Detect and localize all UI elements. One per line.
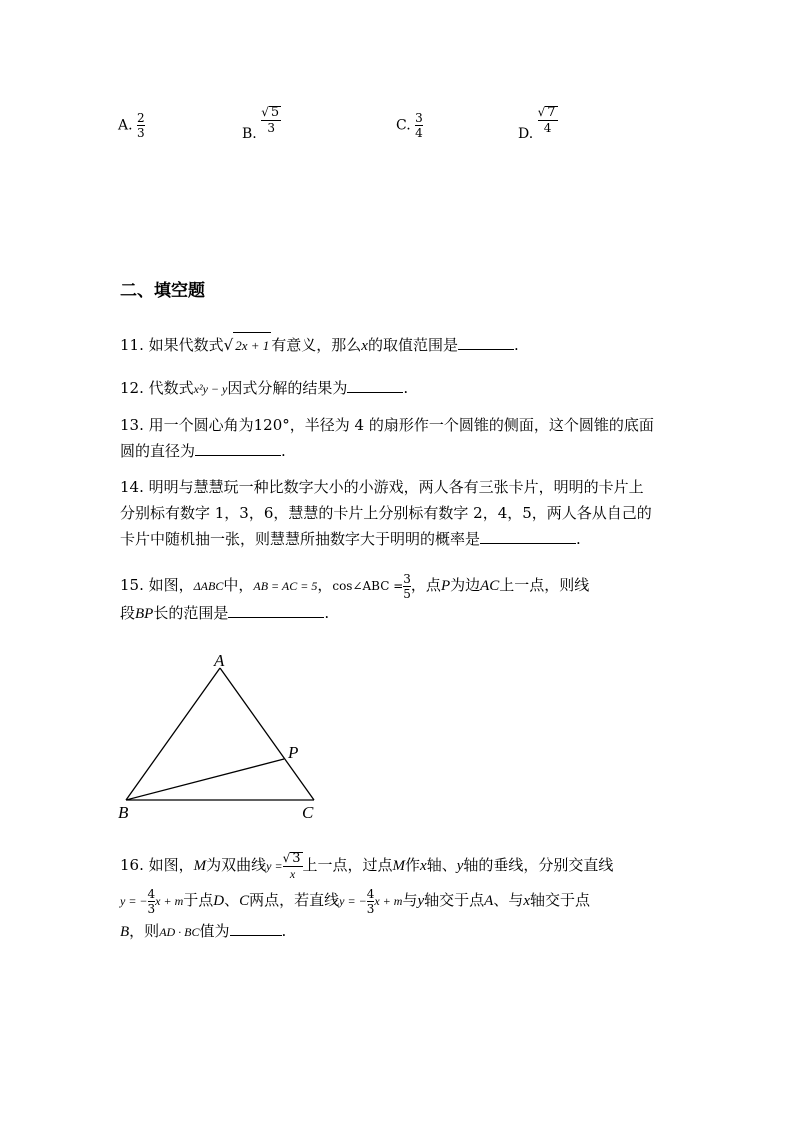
text: 16. 如图，	[120, 856, 194, 874]
text: 作	[405, 856, 421, 874]
text: 于点	[183, 891, 214, 909]
text: 轴交于点	[530, 891, 591, 909]
question-16	[120, 848, 613, 945]
text: 、与	[493, 891, 524, 909]
answer-blank[interactable]	[228, 603, 324, 618]
variable: M	[193, 858, 207, 874]
text: ，	[317, 576, 333, 594]
numerator: 3	[403, 571, 411, 586]
numerator: 4	[366, 886, 375, 901]
question-number: 12.	[120, 379, 144, 397]
answer-blank[interactable]	[347, 378, 403, 393]
section-title: 二、填空题	[120, 281, 205, 301]
label-p: P	[288, 743, 299, 762]
text: .	[324, 603, 330, 622]
question-number: 11.	[120, 336, 144, 354]
text-line	[120, 848, 613, 883]
denominator: 3	[366, 901, 375, 916]
fraction	[403, 573, 411, 600]
text-line	[120, 883, 613, 918]
fraction	[415, 112, 423, 139]
math-expr: y = −	[120, 894, 148, 908]
math-expr: ΔABC	[193, 579, 224, 593]
label-b: B	[118, 803, 129, 822]
answer-blank[interactable]	[230, 921, 282, 936]
math-expr: AB = AC = 5	[253, 579, 318, 593]
option-letter: C.	[396, 117, 411, 134]
math-expr: y =	[266, 859, 283, 873]
radicand: 7	[547, 105, 556, 120]
variable: AC	[480, 578, 500, 594]
text: 如果代数式	[148, 336, 224, 354]
triangle-figure	[110, 648, 340, 828]
text: 代数式	[148, 379, 194, 397]
answer-blank[interactable]	[195, 441, 281, 456]
denominator: 3	[137, 126, 145, 140]
text: 值为	[199, 922, 230, 940]
variable: y	[456, 858, 464, 874]
text: 为双曲线	[206, 856, 267, 874]
text: .	[576, 530, 581, 548]
answer-blank[interactable]	[458, 335, 514, 350]
text: 卡片中随机抽一张，则慧慧所抽数字大于明明的概率是	[120, 530, 481, 548]
numerator: √ 7	[537, 105, 556, 120]
question-12	[120, 375, 408, 402]
denominator: 5	[403, 586, 411, 601]
fraction	[283, 852, 303, 880]
denominator: x	[289, 867, 296, 881]
text: 15. 如图，	[120, 576, 194, 594]
denominator: 4	[415, 126, 423, 140]
sqrt-expr: √ 2x + 1	[224, 336, 272, 354]
text: 中，	[223, 576, 254, 594]
numerator: 4	[147, 886, 156, 901]
math-expr: x + m	[374, 894, 403, 908]
denominator: 3	[267, 121, 275, 135]
denominator: 4	[543, 121, 552, 135]
radicand: 2x + 1	[233, 332, 271, 359]
question-11	[120, 332, 519, 359]
answer-blank[interactable]	[480, 529, 576, 544]
math-expr: x + m	[155, 894, 184, 908]
text-line	[120, 572, 589, 600]
text: ，点	[410, 576, 441, 594]
text: 为边	[450, 576, 481, 594]
variable: B	[120, 924, 130, 940]
text: 轴、	[426, 856, 457, 874]
variable: C	[239, 893, 250, 909]
text: .	[281, 442, 286, 460]
text-line	[120, 526, 652, 552]
text: 与	[402, 891, 418, 909]
variable: y	[417, 893, 425, 909]
variable: BP	[135, 605, 154, 622]
option-a	[118, 112, 145, 139]
option-d	[518, 105, 558, 142]
math-expr: x²y − y	[193, 382, 228, 396]
text-line	[120, 600, 589, 627]
variable: x	[361, 338, 368, 354]
segment-bp	[126, 759, 284, 800]
text: 轴的垂线，分别交直线	[463, 856, 614, 874]
text-line	[120, 438, 654, 464]
question-13	[120, 412, 654, 464]
math-expr: y = −	[339, 894, 367, 908]
text: 长的范围是	[153, 603, 229, 622]
label-c: C	[302, 803, 314, 822]
text: .	[281, 922, 287, 940]
option-letter: D.	[518, 126, 534, 142]
question-14	[120, 474, 652, 552]
radicand: 5	[270, 105, 280, 120]
text: 两点，若直线	[249, 891, 340, 909]
text: 因式分解的结果为	[227, 379, 348, 397]
fraction	[137, 112, 145, 139]
text: 圆的直径为	[120, 442, 196, 460]
fraction	[538, 106, 558, 134]
radicand: 3	[292, 851, 301, 866]
text-line: 分别标有数字 1，3，6，慧慧的卡片上分别标有数字 2，4，5，两人各从自己的	[120, 504, 652, 522]
variable: A	[484, 893, 494, 909]
text: 段	[120, 603, 136, 622]
numerator: √ 5	[261, 105, 280, 120]
fraction	[261, 106, 281, 134]
question-15	[120, 572, 589, 627]
numerator: 3	[415, 111, 423, 125]
text: 上一点，则线	[499, 576, 590, 594]
text-line	[120, 918, 613, 945]
math-expr: cos∠ABC =	[332, 579, 404, 593]
text: .	[403, 379, 409, 397]
side-ab	[126, 668, 220, 800]
label-a: A	[214, 651, 225, 670]
text-line: 14. 明明与慧慧玩一种比数字大小的小游戏，两人各有三张卡片，明明的卡片上	[120, 478, 644, 496]
variable: P	[440, 578, 451, 594]
option-b	[242, 105, 281, 142]
numerator: √ 3	[282, 851, 301, 866]
text: 、	[224, 891, 240, 909]
text: 轴交于点	[424, 891, 485, 909]
variable: x	[420, 858, 427, 874]
option-c	[396, 112, 423, 139]
variable: x	[523, 893, 530, 909]
text: ，则	[129, 922, 160, 940]
text: .	[513, 336, 519, 354]
option-letter: A.	[118, 117, 133, 134]
math-expr: AD · BC	[159, 925, 200, 939]
option-letter: B.	[242, 126, 257, 142]
text-line: 13. 用一个圆心角为120°，半径为 4 的扇形作一个圆锥的侧面，这个圆锥的底面	[120, 416, 654, 434]
text: 的取值范围是	[367, 336, 458, 354]
text: 上一点，过点	[302, 856, 393, 874]
variable: D	[213, 893, 225, 909]
side-ac	[220, 668, 314, 800]
variable: M	[392, 858, 406, 874]
numerator: 2	[137, 111, 145, 125]
denominator: 3	[147, 901, 156, 916]
text: 有意义，那么	[271, 336, 362, 354]
